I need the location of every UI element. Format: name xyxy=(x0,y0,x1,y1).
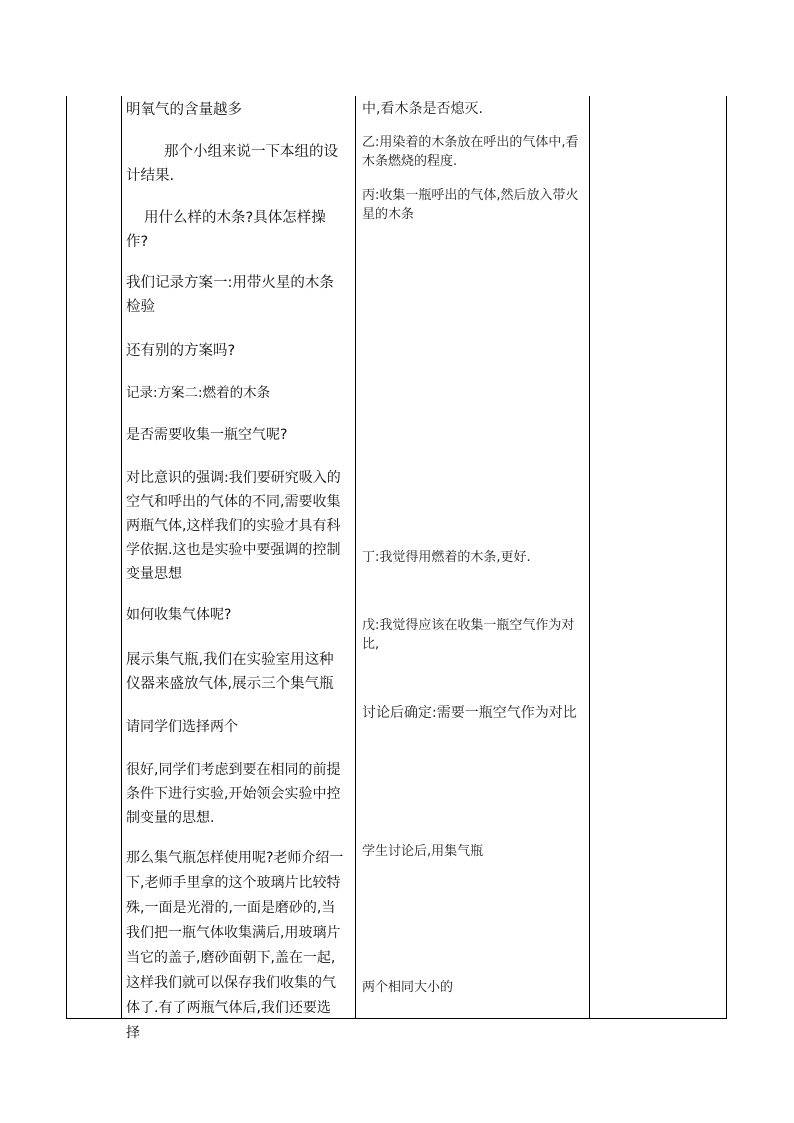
teacher-paragraph: 展示集气瓶,我们在实验室用这种仪器来盛放气体,展示三个集气瓶 xyxy=(126,652,334,692)
column-divider-3 xyxy=(589,96,590,1018)
table-border-left xyxy=(66,96,67,1018)
student-paragraph: 戊:我觉得应该在收集一瓶空气作为对比, xyxy=(362,618,575,652)
teacher-paragraph: 对比意识的强调:我们要研究吸入的空气和呼出的气体的不同,需要收集两瓶气体,这样我们的实验才具有科学依据.这也是实验中要强调的控制变量思想 xyxy=(126,470,341,582)
student-activity-cell xyxy=(362,96,588,1018)
student-paragraph: 丙:收集一瓶呼出的气体,然后放入带火星的木条 xyxy=(362,188,579,222)
student-paragraph: 学生讨论后,用集气瓶 xyxy=(362,844,484,859)
teacher-paragraph: 用什么样的木条?具体怎样操作? xyxy=(126,210,326,250)
teacher-paragraph: 记录:方案二:燃着的木条 xyxy=(126,385,271,401)
teacher-paragraph: 还有别的方案吗? xyxy=(126,343,236,359)
teacher-paragraph: 那么集气瓶怎样使用呢?老师介绍一下,老师手里拿的这个玻璃片比较特殊,一面是光滑的,一面是磨砂的,当我们把一瓶气体收集满后,用玻璃片当它的盖子,磨砂面朝下,盖在一起,这样我们就可以保存我们收集的气体了.有了两瓶气体后,我们还要选择 xyxy=(126,850,344,1041)
student-paragraph: 丁:我觉得用燃着的木条,更好. xyxy=(362,550,531,565)
teacher-paragraph: 我们记录方案一:用带火星的木条检验 xyxy=(126,275,334,315)
teacher-paragraph: 明氧气的含量越多 xyxy=(126,102,242,118)
student-paragraph: 讨论后确定:需要一瓶空气作为对比 xyxy=(362,705,577,721)
student-paragraph: 乙:用染着的木条放在呼出的气体中,看木条燃烧的程度. xyxy=(362,135,579,169)
column-divider-1 xyxy=(121,96,122,1018)
teacher-paragraph: 如何收集气体呢? xyxy=(126,607,232,623)
teacher-paragraph: 那个小组来说一下本组的设计结果. xyxy=(126,144,338,184)
teacher-paragraph: 请同学们选择两个 xyxy=(126,719,238,735)
table-border-right xyxy=(726,96,727,1018)
teacher-activity-cell xyxy=(126,96,356,1041)
lesson-table xyxy=(66,96,727,1041)
teacher-paragraph: 很好,同学们考虑到要在相同的前提条件下进行实验,开始领会实验中控制变量的思想. xyxy=(126,762,341,826)
teacher-paragraph: 是否需要收集一瓶空气呢? xyxy=(126,427,288,443)
student-paragraph: 两个相同大小的 xyxy=(362,980,454,995)
student-paragraph: 中,看木条是否熄灭. xyxy=(362,101,483,117)
